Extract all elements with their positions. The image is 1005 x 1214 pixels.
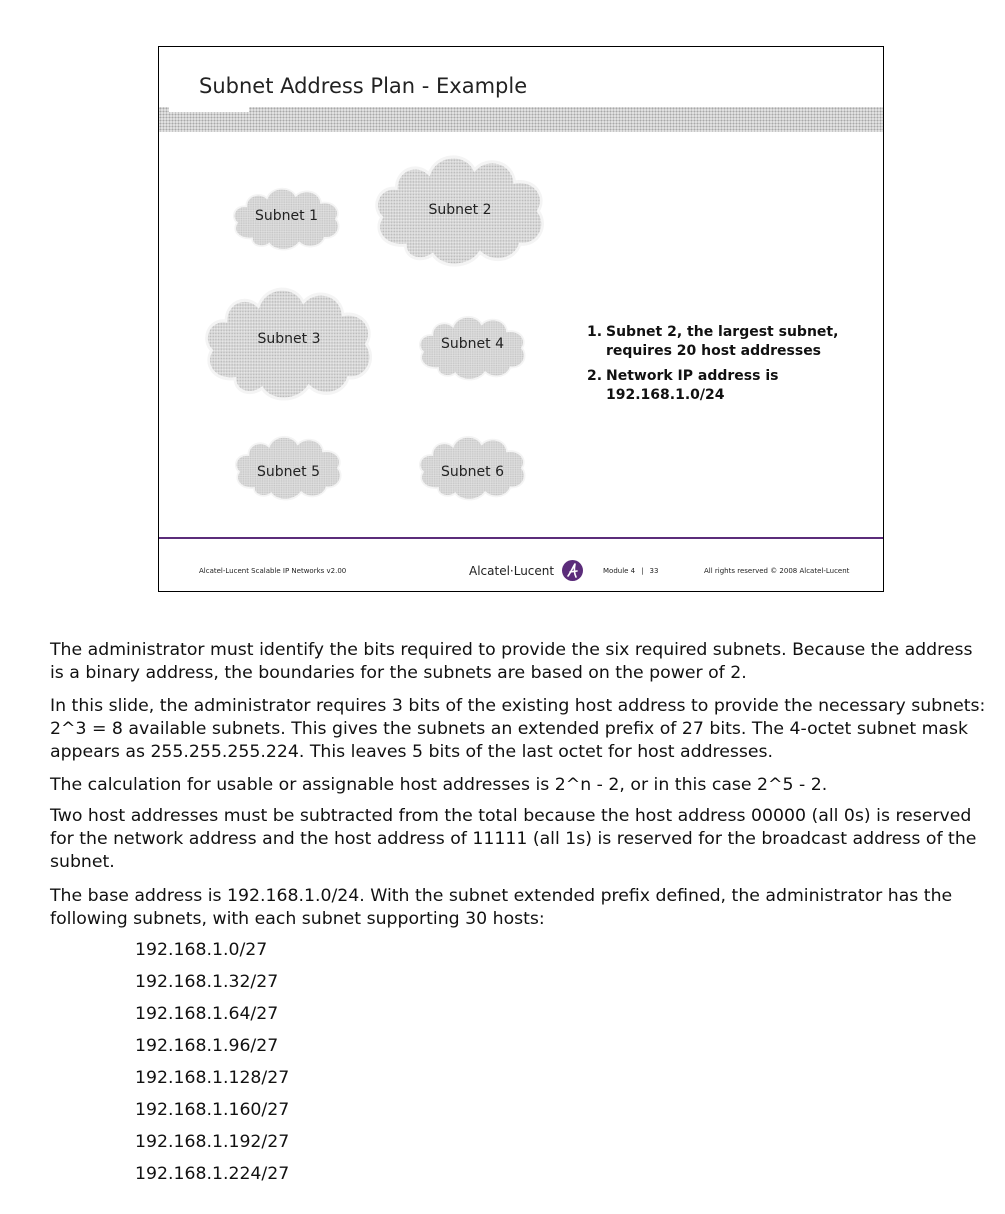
- logo-text: Alcatel·Lucent: [469, 564, 555, 578]
- subnet-item: 192.168.1.160/27: [135, 1100, 290, 1120]
- cloud-subnet-3: [199, 279, 379, 405]
- subnet-item: 192.168.1.96/27: [135, 1036, 279, 1056]
- footer-separator: |: [641, 567, 644, 575]
- paragraph: The base address is 192.168.1.0/24. With the subnet extended prefix defined, the administrator has the following subnets, with each subnet supporting 30 hosts:: [50, 886, 953, 929]
- paragraph: The administrator must identify the bits required to provide the six required subnets. Because the address is a binary address, the boundaries for the subnets are based on the power of 2.: [50, 640, 973, 683]
- cloud-label: Subnet 2: [428, 202, 492, 218]
- footer-course-title: Alcatel-Lucent Scalable IP Networks v2.00: [199, 567, 347, 575]
- title-band: [159, 107, 883, 132]
- subnet-item: 192.168.1.128/27: [135, 1068, 290, 1088]
- subnet-item: 192.168.1.64/27: [135, 1004, 279, 1024]
- note-text: Network IP address is 192.168.1.0/24: [606, 368, 779, 403]
- slide-notes: [587, 323, 867, 411]
- cloud-subnet-4: [415, 311, 530, 383]
- note-number: 1.: [587, 324, 603, 340]
- footer-copyright: All rights reserved © 2008 Alcatel-Lucent: [704, 567, 850, 575]
- cloud-label: Subnet 6: [441, 464, 504, 480]
- cloud-subnet-5: [231, 431, 346, 503]
- page-number: 33: [649, 567, 659, 575]
- note-number: 2.: [587, 368, 603, 384]
- subnet-list: [135, 939, 289, 1195]
- subnet-item: 192.168.1.192/27: [135, 1132, 290, 1152]
- paragraph: The calculation for usable or assignable host addresses is 2^n - 2, or in this case 2^5 - 2.: [50, 775, 828, 795]
- footer-divider: [159, 537, 883, 539]
- cloud-subnet-2: [369, 147, 551, 271]
- cloud-subnet-1: [229, 183, 344, 253]
- paragraph: Two host addresses must be subtracted from the total because the host address 00000 (all 0s) is reserved for the network address and the host address of 11111 (all 1s) is reserved for the broadcast address of the subnet.: [50, 806, 977, 872]
- slide-title: Subnet Address Plan - Example: [199, 74, 528, 98]
- slide: [158, 46, 884, 592]
- cloud-subnet-6: [415, 431, 530, 503]
- subnet-item: 192.168.1.0/27: [135, 940, 268, 960]
- cloud-label: Subnet 4: [441, 336, 504, 352]
- note-item: [587, 323, 867, 361]
- alcatel-lucent-logo-icon: [562, 560, 583, 581]
- cloud-label: Subnet 5: [257, 464, 320, 480]
- subnet-item: 192.168.1.32/27: [135, 972, 279, 992]
- footer-logo: [469, 560, 583, 584]
- note-text: Subnet 2, the largest subnet, requires 20 host addresses: [606, 324, 839, 359]
- footer-module: [603, 567, 658, 575]
- cloud-label: Subnet 3: [257, 331, 321, 347]
- note-item: [587, 367, 867, 405]
- subnet-item: 192.168.1.224/27: [135, 1164, 290, 1184]
- paragraph: In this slide, the administrator requires 3 bits of the existing host address to provide the necessary subnets: 2^3 = 8 available subnets. This gives the subnets an extended prefix of 27 bits. The 4-octet subnet mask appears as 255.255.255.224. This leaves 5 bits of the last octet for host addresses.: [50, 696, 986, 762]
- module-label: Module 4: [603, 567, 636, 575]
- cloud-label: Subnet 1: [255, 208, 318, 224]
- title-band-notch: [169, 107, 249, 112]
